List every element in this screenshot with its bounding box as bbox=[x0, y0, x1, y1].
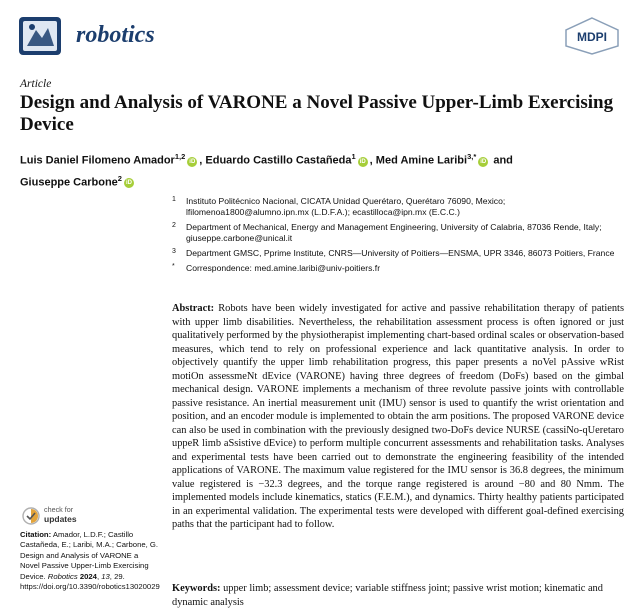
citation-volume: 13 bbox=[101, 571, 110, 581]
orcid-icon[interactable]: iD bbox=[480, 158, 487, 165]
orcid-icon[interactable]: iD bbox=[189, 158, 196, 165]
author-affil-sup: 1,2 bbox=[174, 152, 186, 161]
check-updates-line1: check for bbox=[44, 505, 74, 514]
affiliations bbox=[172, 196, 622, 278]
affiliation-number: 3 bbox=[172, 248, 176, 255]
citation-doi[interactable]: , 29. https://doi.org/10.3390/robotics13020029 bbox=[20, 571, 160, 592]
author-affil-sup: 2 bbox=[117, 173, 122, 183]
affiliation-number: 2 bbox=[172, 222, 176, 229]
orcid-icon[interactable]: iD bbox=[359, 158, 366, 165]
citation-block: Citation: Amador, L.D.F.; Castillo Castañeda, E.; Laribi, M.A.; Carbone, G. Design and Analysis of VARONE a Novel Passive Upper-Limb Exercising Device. Robotics 2024, 13, 29. https://doi.org/10.3390/robotics13020029 bbox=[20, 530, 160, 592]
journal-header bbox=[18, 14, 622, 60]
affiliation-text: Instituto Politécnico Nacional, CICATA Unidad Querétaro, Querétaro 76090, Mexico; lfilomenoa1800@alumno.ipn.mx (L.D.F.A.); ecastilloca@ipn.mx (E.C.C.) bbox=[186, 196, 506, 217]
check-updates-label bbox=[44, 506, 77, 524]
affiliation-item bbox=[172, 222, 622, 244]
author-name[interactable]: Luis Daniel Filomeno Amador bbox=[20, 154, 175, 167]
check-for-updates-icon bbox=[22, 506, 40, 526]
author-name[interactable]: Giuseppe Carbone bbox=[20, 176, 118, 189]
authors-and: and bbox=[493, 154, 513, 167]
abstract-label: Abstract: bbox=[172, 303, 215, 314]
article-title: Design and Analysis of VARONE a Novel Passive Upper-Limb Exercising Device bbox=[20, 92, 614, 135]
orcid-icon[interactable]: iD bbox=[125, 180, 132, 187]
abstract-text: Robots have been widely investigated for active and passive rehabilitation therapy of patients with upper limb disabilities. Nevertheless, the rehabilitation assessment process is often ignored or just qualitatively performed by the physiotherapist implementing chart-based ordinal scales or observation-based measures, which tend to rely on professional experience and lack quantitative analysis. In order to objectively quantify the upper limb rehabilitation progress, this paper presents a noVel pAssive wRist motiOn assessmeNt dEvice (VARONE) having three degrees of freedom (DoFs) based on the gimbal mechanical design. VARONE implements a mechanism of three revolute passive joints with controllable passive resistance. An inertial measurement unit (IMU) sensor is used to quantify the wrist orientation and position, and an encoder module is implemented to obtain the arm positions. The proposed VARONE device can also be used in combination with the previously designed two-DoFs device NURSE (cassiNo-qUeretaro uppeR limb aSsistive dEvice) to perform multiple concurrent assessments and rehabilitation tasks. Analyses and experimental tests have been carried out to demonstrate the engineering feasibility of the intended applications of VARONE. The maximum value registered for the IMU sensor is 36.8 degrees, the minimum value registered is −32.3 degrees, and the torque range registered is around −80 and 80 Nmm. The implemented models include kinematics, statics (F.E.M.), and dynamics. Thirty healthy patients participated in an experimental validation. The experimental tests were developed with different goal-defined exercising paths that the participant had to follow. bbox=[172, 303, 624, 530]
keywords-label: Keywords: bbox=[172, 583, 221, 594]
robotics-journal-logo-icon bbox=[18, 16, 62, 56]
affiliation-item bbox=[172, 248, 622, 259]
citation-journal: Robotics bbox=[47, 571, 78, 581]
citation-text: Amador, L.D.F.; Castillo Castañeda, E.; Laribi, M.A.; Carbone, G. Design and Analysis of VARONE a Novel Passive Upper-Limb Exercising Device. bbox=[20, 530, 159, 581]
keywords-text: upper limb; assessment device; variable stiffness joint; passive wrist motion; kinematic and dynamic analysis bbox=[172, 583, 603, 608]
author-affil-sup: 1 bbox=[351, 152, 356, 161]
affiliation-item bbox=[172, 263, 622, 274]
author-list: Luis Daniel Filomeno Amador$^{1,2}$iD , Eduardo Castillo Castañeda$^1$iD , Med Amine Laribi$^{3,*}$iD and Giuseppe Carbone$^2$iD bbox=[20, 152, 513, 189]
journal-name: robotics bbox=[76, 22, 155, 48]
check-for-updates-button[interactable] bbox=[22, 506, 142, 528]
publisher-name: MDPI bbox=[577, 30, 607, 44]
keywords bbox=[172, 582, 624, 609]
affiliation-text: Department of Mechanical, Energy and Management Engineering, University of Calabria, 87036 Rende, Italy; giuseppe.carbone@unical.it bbox=[186, 222, 602, 243]
citation-label: Citation: bbox=[20, 530, 52, 539]
correspondence-text: Correspondence: med.amine.laribi@univ-poitiers.fr bbox=[186, 263, 381, 273]
author-name[interactable]: Med Amine Laribi bbox=[375, 154, 468, 167]
citation-year: 2024 bbox=[79, 571, 97, 581]
affiliation-item bbox=[172, 196, 622, 218]
affiliation-number: * bbox=[172, 263, 175, 270]
check-updates-line2: updates bbox=[44, 513, 77, 524]
author-name[interactable]: Eduardo Castillo Castañeda bbox=[205, 154, 352, 167]
affiliation-text: Department GMSC, Pprime Institute, CNRS—University of Poitiers—ENSMA, UPR 3346, 86073 Poitiers, France bbox=[186, 248, 615, 258]
affiliation-number: 1 bbox=[172, 196, 176, 203]
mdpi-logo-icon bbox=[562, 16, 622, 56]
abstract bbox=[172, 302, 624, 532]
author-affil-sup: 3,* bbox=[467, 152, 477, 161]
article-type: Article bbox=[20, 78, 52, 90]
